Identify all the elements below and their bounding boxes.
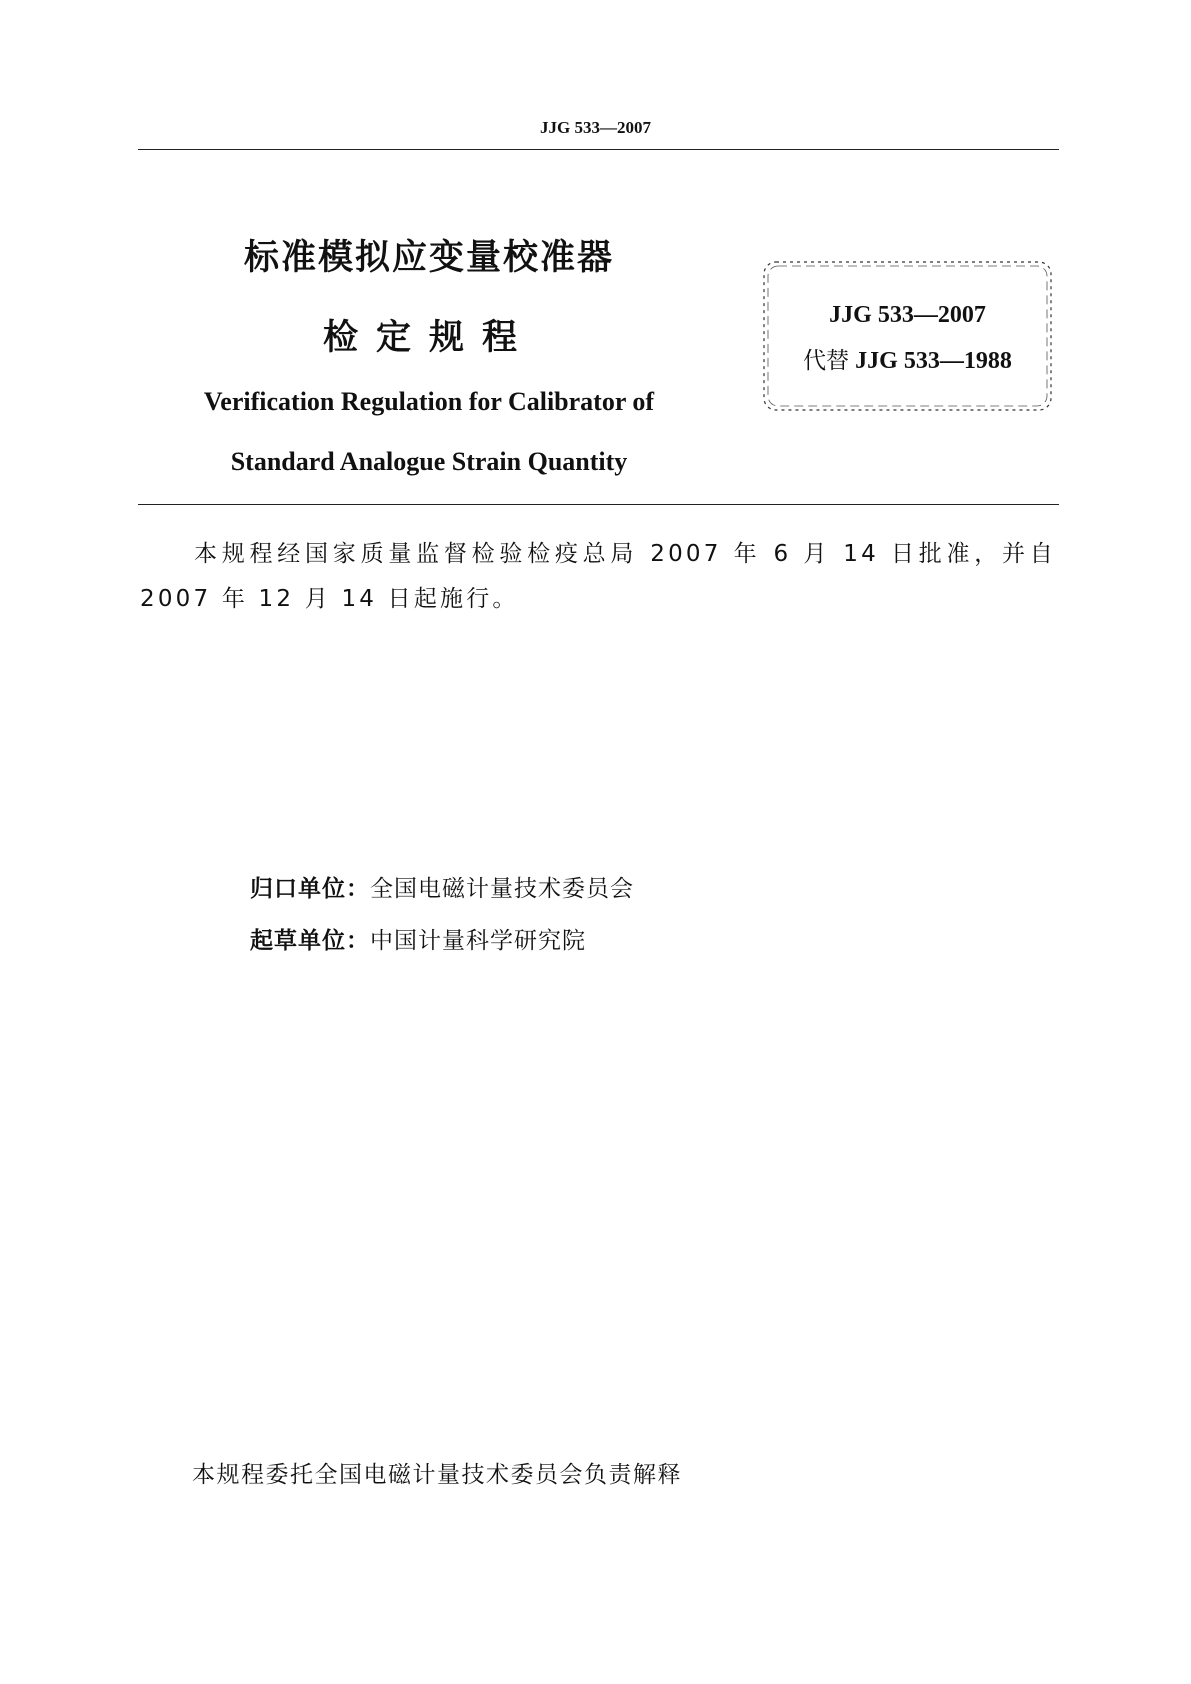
title-english-line1: Verification Regulation for Calibrator of xyxy=(203,387,655,416)
standard-code-box xyxy=(760,258,1055,414)
drafting-unit-label: 起草单位： xyxy=(250,928,370,954)
replaces-code: JJG 533—1988 xyxy=(855,348,1012,374)
approval-paragraph: 本规程经国家质量监督检验检疫总局 2007 年 6 月 14 日批准，并自 2007 年 12 月 14 日起施行。 xyxy=(140,541,1056,612)
title-english-line2: Standard Analogue Strain Quantity xyxy=(230,447,628,476)
title-chinese-line2: 检定规程 xyxy=(322,318,535,358)
standard-code: JJG 533—2007 xyxy=(829,302,986,328)
replaces-label: 代替 xyxy=(803,348,850,374)
centralized-unit-label: 归口单位： xyxy=(250,876,370,902)
centralized-unit-row xyxy=(250,870,634,903)
centralized-unit-value: 全国电磁计量技术委员会 xyxy=(370,876,634,902)
drafting-unit-row xyxy=(250,922,586,955)
header-divider xyxy=(138,149,1059,150)
title-chinese-line1: 标准模拟应变量校准器 xyxy=(243,238,614,278)
replaces-line xyxy=(760,342,1055,375)
header-standard-code: JJG 533—2007 xyxy=(540,118,651,137)
interpretation-note: 本规程委托全国电磁计量技术委员会负责解释 xyxy=(192,1462,682,1488)
drafting-unit-value: 中国计量科学研究院 xyxy=(370,928,586,954)
title-divider xyxy=(138,504,1059,505)
decorative-border-icon xyxy=(760,258,1055,414)
